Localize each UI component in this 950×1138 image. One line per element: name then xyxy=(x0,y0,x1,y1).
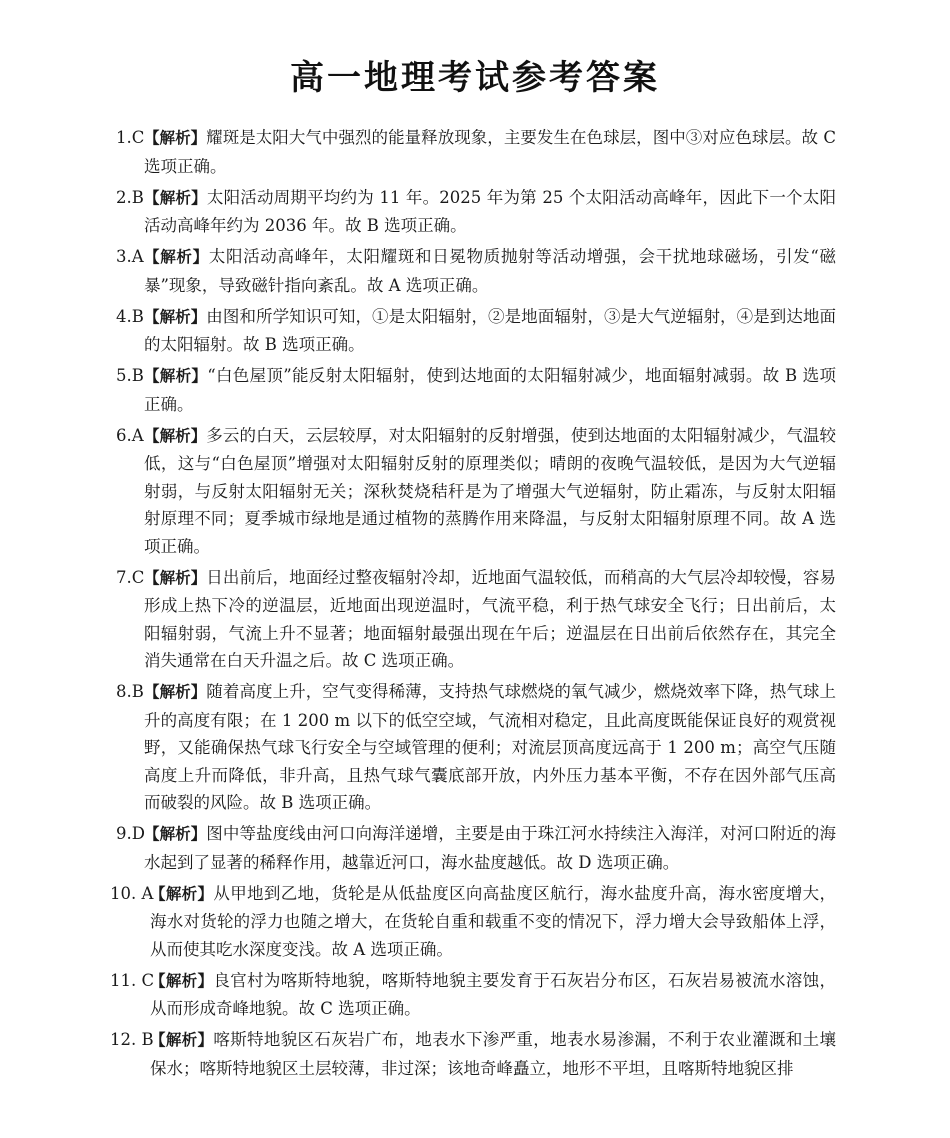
analysis-tag: 【解析】 xyxy=(150,884,214,903)
answer-item-1 xyxy=(116,124,836,180)
answer-label: 11. C xyxy=(110,970,155,990)
analysis-tag: 【解析】 xyxy=(144,248,209,266)
answer-label: 1.C xyxy=(116,128,145,147)
analysis-tag: 【解析】 xyxy=(144,307,207,326)
answer-text: 太阳活动周期平均约为 11 年。2025 年为第 25 个太阳活动高峰年，因此下一个太阳活动高峰年约为 2036 年。故 B 选项正确。 xyxy=(144,187,836,235)
answer-text: 多云的白天，云层较厚，对太阳辐射的反射增强，使到达地面的太阳辐射减少，气温较低，这与“白色屋顶”增强对太阳辐射反射的原理类似；晴朗的夜晚气温较低，是因为大气逆辐射弱，与反射太阳辐射无关；深秋焚烧秸秆是为了增强大气逆辐射，防止霜冻，与反射太阳辐射原理不同；夏季城市绿地是通过植物的蒸腾作用来降温，与反射太阳辐射原理不同。故 A 选项正确。 xyxy=(144,425,836,556)
answer-label: 12. B xyxy=(110,1030,154,1049)
answer-text: 耀斑是太阳大气中强烈的能量释放现象，主要发生在色球层，图中③对应色球层。故 C 选项正确。 xyxy=(144,128,836,176)
analysis-tag: 【解析】 xyxy=(144,129,207,147)
answer-item-9 xyxy=(116,820,836,876)
answer-list xyxy=(110,124,836,1086)
answer-label: 8.B xyxy=(116,682,144,701)
answer-label: 10. A xyxy=(110,883,154,903)
analysis-tag: 【解析】 xyxy=(150,1031,214,1049)
answer-item-10 xyxy=(110,880,836,964)
answer-label: 5.B xyxy=(116,366,144,385)
answer-item-6 xyxy=(116,422,836,561)
analysis-tag: 【解析】 xyxy=(144,568,207,587)
answer-label: 3.A xyxy=(116,247,144,266)
analysis-tag: 【解析】 xyxy=(144,367,208,385)
answer-item-3 xyxy=(116,243,836,299)
answer-label: 9.D xyxy=(116,824,145,843)
answer-label: 4.B xyxy=(116,306,144,326)
answer-text: 图中等盐度线由河口向海洋递增，主要是由于珠江河水持续注入海洋，对河口附近的海水起到了显著的稀释作用，越靠近河口，海水盐度越低。故 D 选项正确。 xyxy=(144,824,836,872)
answer-item-12 xyxy=(110,1026,836,1082)
answer-item-11 xyxy=(110,967,836,1023)
answer-text: 良官村为喀斯特地貌，喀斯特地貌主要发育于石灰岩分布区，石灰岩易被流水溶蚀，从而形成奇峰地貌。故 C 选项正确。 xyxy=(150,970,836,1018)
answer-item-7 xyxy=(116,564,836,675)
answer-label: 7.C xyxy=(116,567,145,587)
answer-text: 太阳活动高峰年，太阳耀斑和日冕物质抛射等活动增强，会干扰地球磁场，引发“磁暴”现象，导致磁针指向紊乱。故 A 选项正确。 xyxy=(144,247,836,295)
analysis-tag: 【解析】 xyxy=(144,426,207,445)
answer-text: 随着高度上升，空气变得稀薄，支持热气球燃烧的氧气减少，燃烧效率下降，热气球上升的高度有限；在 1 200 m 以下的低空空域，气流相对稳定，且此高度既能保证良好的观赏视野，又能确保热气球飞行安全与空域管理的便利；对流层顶高度远高于 1 200 m；高空气压随高度上升而降低，非升高，且热气球气囊底部开放，内外压力基本平衡，不存在因外部气压高而破裂的风险。故 B 选项正确。 xyxy=(144,682,836,812)
analysis-tag: 【解析】 xyxy=(144,188,207,207)
analysis-tag: 【解析】 xyxy=(150,971,214,990)
answer-text: 喀斯特地貌区石灰岩广布，地表水下渗严重，地表水易渗漏，不利于农业灌溉和土壤保水；喀斯特地貌区土层较薄，非过深；该地奇峰矗立，地形不平坦，且喀斯特地貌区排 xyxy=(150,1030,836,1078)
answer-label: 2.B xyxy=(116,187,144,207)
answer-text: “白色屋顶”能反射太阳辐射，使到达地面的太阳辐射减少，地面辐射减弱。故 B 选项正确。 xyxy=(144,366,836,414)
answer-text: 由图和所学知识可知，①是太阳辐射，②是地面辐射，③是大气逆辐射，④是到达地面的太阳辐射。故 B 选项正确。 xyxy=(144,306,836,354)
answer-item-5 xyxy=(116,362,836,418)
answer-item-4 xyxy=(116,303,836,359)
answer-item-2 xyxy=(116,184,836,240)
answer-text: 日出前后，地面经过整夜辐射冷却，近地面气温较低，而稍高的大气层冷却较慢，容易形成上热下冷的逆温层，近地面出现逆温时，气流平稳，利于热气球安全飞行；日出前后，太阳辐射弱，气流上升不显著；地面辐射最强出现在午后；逆温层在日出前后依然存在，其完全消失通常在白天升温之后。故 C 选项正确。 xyxy=(144,567,836,670)
analysis-tag: 【解析】 xyxy=(144,683,207,701)
answer-text: 从甲地到乙地，货轮是从低盐度区向高盐度区航行，海水盐度升高，海水密度增大，海水对货轮的浮力也随之增大，在货轮自重和载重不变的情况下，浮力增大会导致船体上浮，从而使其吃水深度变浅。故 A 选项正确。 xyxy=(150,883,836,959)
answer-label: 6.A xyxy=(116,425,144,445)
analysis-tag: 【解析】 xyxy=(144,825,207,843)
answer-item-8 xyxy=(116,678,836,817)
page-title: 高一地理考试参考答案 xyxy=(290,58,660,98)
